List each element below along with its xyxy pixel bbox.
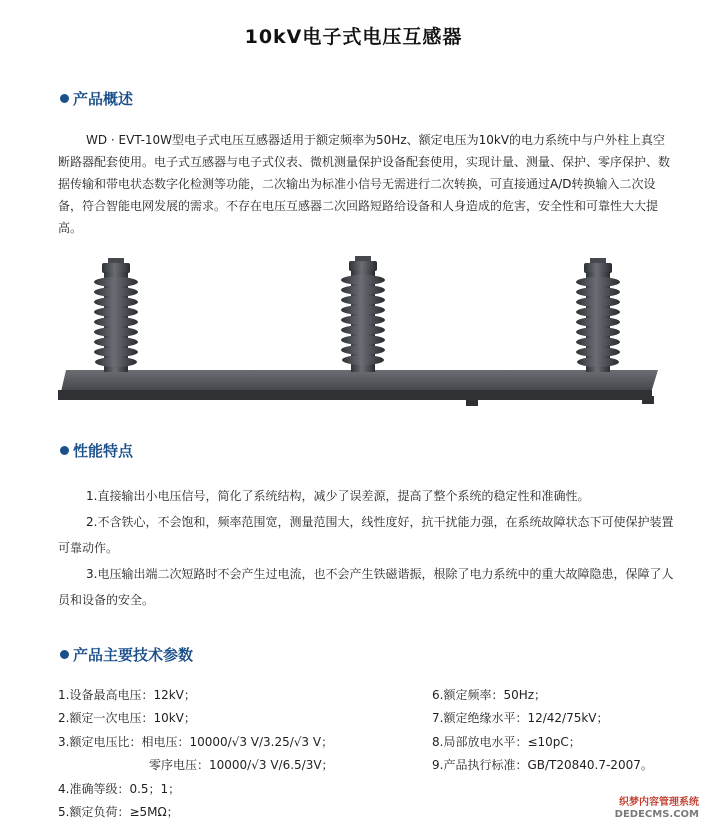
overview-paragraph: WD · EVT-10W型电子式电压互感器适用于额定频率为50Hz、额定电压为10kV的电力系统中与户外柱上真空断路器配套使用。电子式互感器与电子式仪表、微机测量保护设备配套使用，实现计量、测量、保护、零序保护、数据传输和带电状态数字化检测等功能，二次输出为标准小信号无需进行二次转换，可直接通过A/D转换输入二次设备，符合智能电网发展的需求。不存在电压互感器二次回路短路给设备和人身造成的危害，安全性和可靠性大大提高。	[58, 133, 671, 235]
spec-item: 1.设备最高电压：12kV；	[58, 688, 196, 702]
features-list	[58, 483, 674, 613]
insulator-middle	[341, 256, 385, 372]
spec-item: 零序电压：10000/√3 V/6.5/3V；	[149, 758, 334, 773]
spec-item: 7.额定绝缘水平：12/42/75kV；	[432, 711, 609, 726]
spec-item: 6.额定频率：50Hz；	[432, 688, 547, 702]
page-title: 10kV电子式电压互感器	[244, 26, 463, 48]
feature-item: 3.电压输出端二次短路时不会产生过电流，也不会产生铁磁谐振，根除了电力系统中的重大故障隐患，保障了人员和设备的安全。	[58, 567, 674, 607]
bullet-dot-icon	[60, 650, 69, 659]
insulator-left	[94, 258, 138, 372]
feature-item: 2.不含铁心，不会饱和，频率范围宽，测量范围大，线性度好，抗干扰能力强，在系统故障状态下可使保护装置可靠动作。	[58, 515, 674, 555]
section-heading-label: 产品主要技术参数	[73, 646, 194, 664]
section-heading-overview	[60, 88, 133, 109]
bullet-dot-icon	[60, 446, 69, 455]
section-heading-label: 产品概述	[73, 90, 134, 108]
spec-item: 8.局部放电水平：≤10pC；	[432, 734, 581, 749]
section-heading-features	[60, 440, 133, 461]
spec-item: 2.额定一次电压：10kV；	[58, 711, 196, 726]
specs-right-column	[432, 684, 653, 778]
spec-item: 9.产品执行标准：GB/T20840.7-2007。	[432, 758, 653, 773]
feature-item: 1.直接输出小电压信号，简化了系统结构，减少了误差源，提高了整个系统的稳定性和准确性。	[86, 489, 590, 503]
watermark-line: 织梦内容管理系统	[619, 797, 699, 808]
section-heading-label: 性能特点	[73, 442, 134, 460]
spec-item: 4.准确等级：0.5；1；	[58, 781, 181, 796]
insulator-right	[576, 258, 620, 372]
section-heading-specs	[60, 644, 193, 665]
spec-item: 5.额定负荷：≥5MΩ；	[58, 805, 179, 820]
specs-left-column	[58, 684, 334, 824]
watermark	[615, 797, 699, 821]
bullet-dot-icon	[60, 94, 69, 103]
product-image	[58, 250, 658, 410]
watermark-line: DEDECMS.COM	[614, 809, 699, 820]
spec-item: 3.额定电压比：相电压：10000/√3 V/3.25/√3 V；	[58, 734, 334, 749]
